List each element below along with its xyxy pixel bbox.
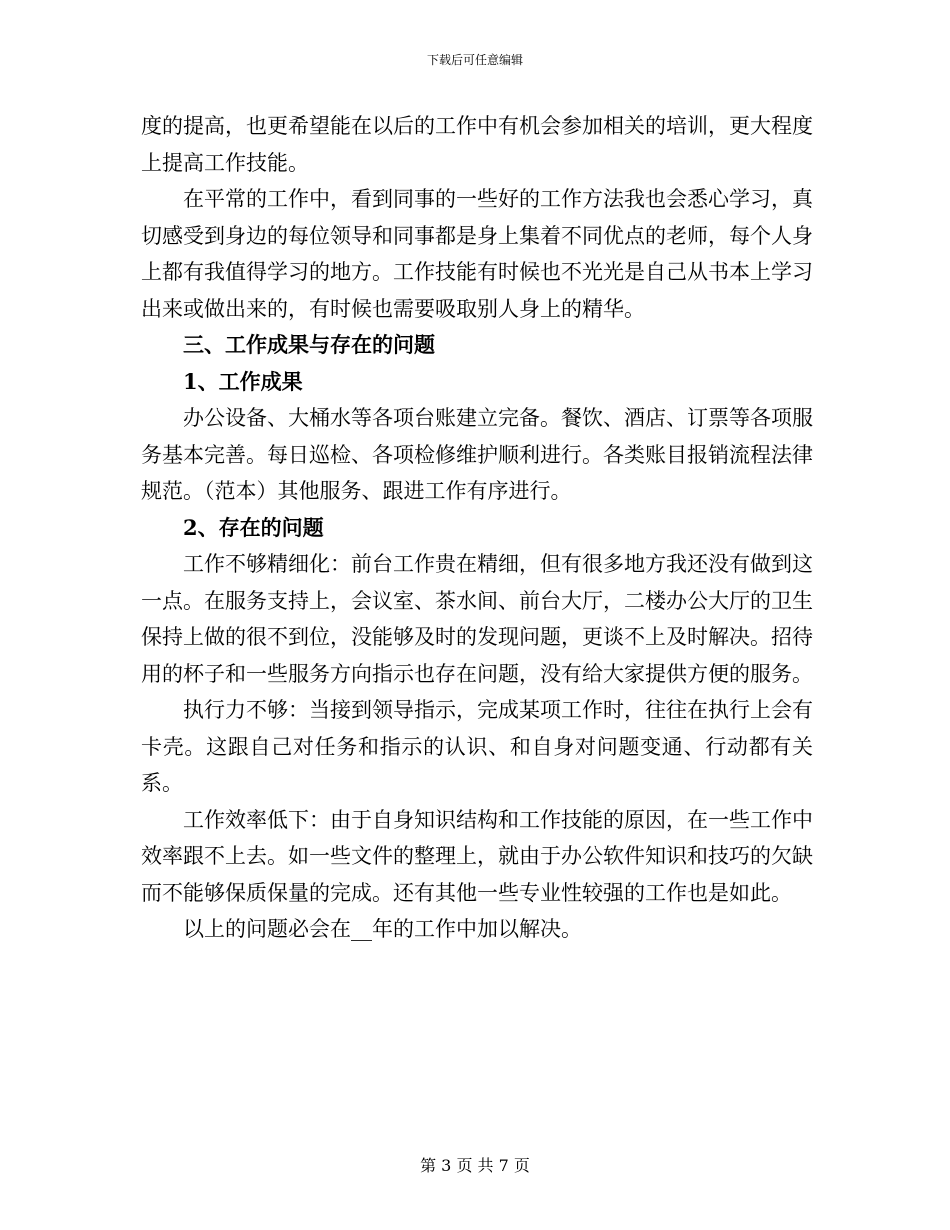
- document-body: [141, 108, 813, 948]
- paragraph-continuation: 度的提高，也更希望能在以后的工作中有机会参加相关的培训，更大程度上提高工作技能。: [141, 114, 813, 175]
- paragraph-learning: 在平常的工作中，看到同事的一些好的工作方法我也会悉心学习，真切感受到身边的每位领导和同事都是身上集着不同优点的老师，每个人身上都有我值得学习的地方。工作技能有时候也不光光是自己从书本上学习出来或做出来的，有时候也需要吸取别人身上的精华。: [141, 187, 813, 321]
- page-footer: 第 3 页 共 7 页: [420, 1156, 530, 1175]
- page-header: 下载后可任意编辑: [426, 53, 523, 67]
- paragraph-execution: 执行力不够：当接到领导指示，完成某项工作时，往往在执行上会有卡壳。这跟自己对任务和指示的认识、和自身对问题变通、行动都有关系。: [141, 698, 813, 795]
- section-heading-results-problems: 三、工作成果与存在的问题: [183, 332, 435, 357]
- subheading-work-results: 1、工作成果: [183, 368, 303, 394]
- paragraph-work-results: 办公设备、大桶水等各项台账建立完备。餐饮、酒店、订票等各项服务基本完善。每日巡检、各项检修维护顺利进行。各类账目报销流程法律规范。（范本）其他服务、跟进工作有序进行。: [141, 406, 813, 503]
- paragraph-efficiency: 工作效率低下：由于自身知识结构和工作技能的原因，在一些工作中效率跟不上去。如一些文件的整理上，就由于办公软件知识和技巧的欠缺而不能够保质保量的完成。还有其他一些专业性较强的工作也是如此。: [141, 807, 813, 905]
- paragraph-conclusion: 以上的问题必会在__年的工作中加以解决。: [183, 917, 582, 941]
- paragraph-not-refined: 工作不够精细化：前台工作贵在精细，但有很多地方我还没有做到这一点。在服务支持上，会议室、茶水间、前台大厅，二楼办公大厅的卫生保持上做的很不到位，没能够及时的发现问题，更谈不上及时解决。招待用的杯子和一些服务方向指示也存在问题，没有给大家提供方便的服务。: [141, 552, 813, 686]
- subheading-problems: 2、存在的问题: [183, 514, 324, 540]
